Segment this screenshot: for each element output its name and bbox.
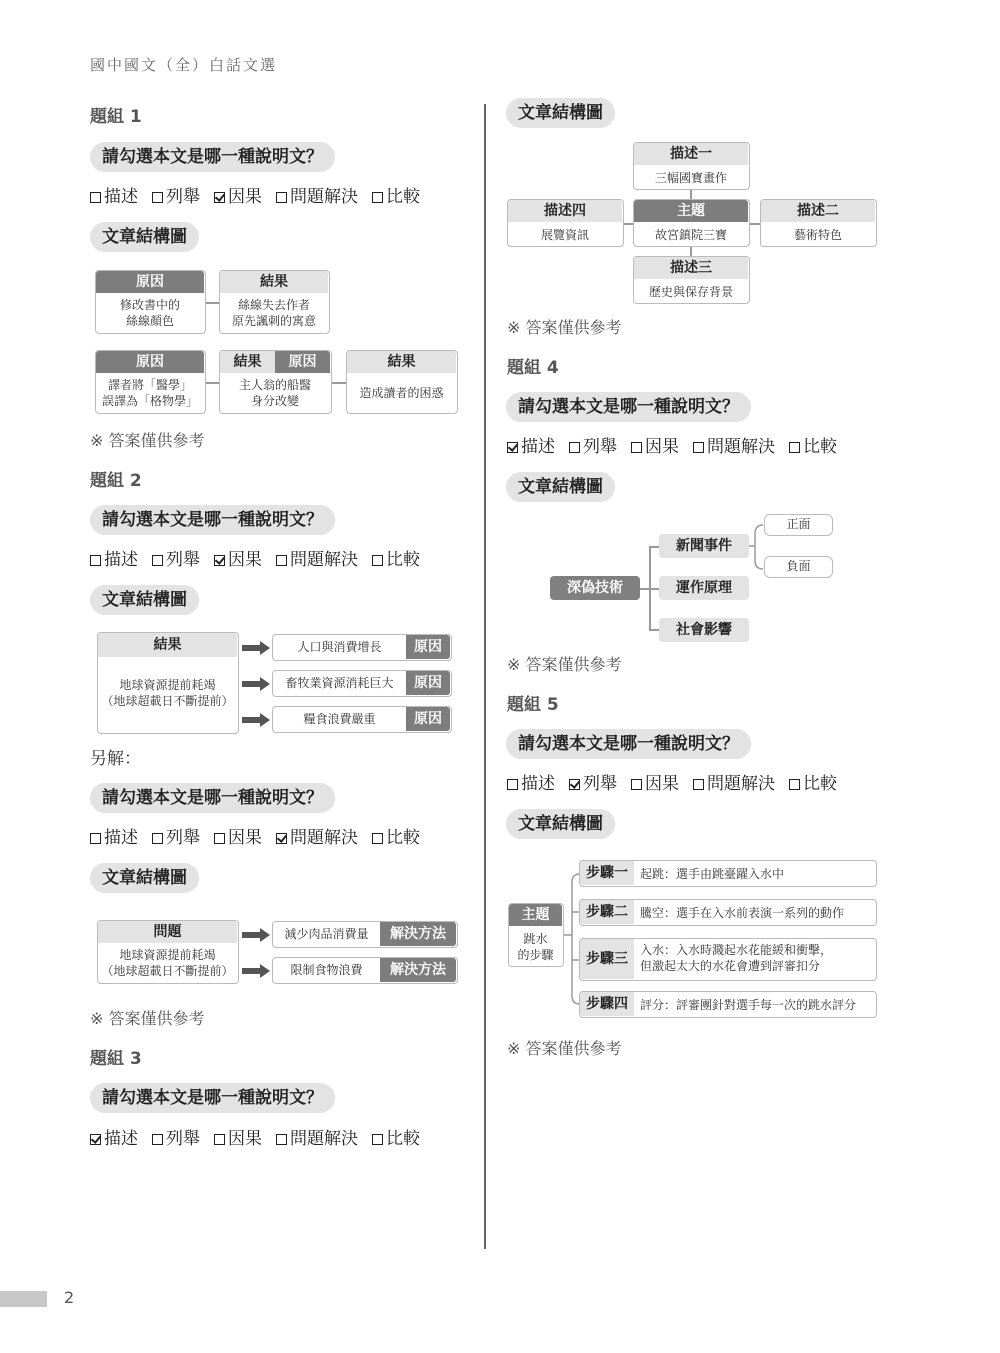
option-4 [693,774,775,794]
leaf-node: 負面 [764,556,833,578]
option-label: 描述 [104,828,138,848]
checked-box-icon [214,192,225,203]
option-label: 因果 [228,828,262,848]
option-1 [90,550,138,570]
step-label: 步驟二 [580,900,634,924]
description-label: 描述二 [761,200,875,222]
description-text: 藝術特色 [793,228,842,242]
checkbox-icon [789,442,800,453]
row-label: 原因 [406,671,450,695]
group-2-title: 題組 2 [90,471,142,491]
description-label: 描述三 [634,257,748,279]
option-label: 比較 [386,187,420,207]
group-5-title: 題組 5 [507,695,559,715]
description-top-box [633,142,750,190]
option-label: 問題解決 [290,187,358,207]
step-text: 評分：評審團針對選手每一次的跳水評分 [640,998,857,1012]
row-label: 原因 [406,707,450,731]
option-3 [631,774,679,794]
row-text: 人口與消費增長 [297,640,382,654]
branch-node: 新聞事件 [659,534,749,558]
step-label: 步驟四 [580,992,634,1016]
connector [624,223,633,225]
option-3 [214,187,262,207]
result-text: 造成讀者的困惑 [359,386,444,400]
option-label: 列舉 [166,550,200,570]
option-2 [152,187,200,207]
result-cause-box [219,350,332,414]
checkbox-icon [631,442,642,453]
problem-box [97,920,239,984]
option-label: 因果 [645,437,679,457]
type-options [90,182,434,207]
answer-note: ※ 答案僅供參考 [507,1039,622,1058]
description-left-box [507,199,624,247]
row-label: 解決方法 [380,958,456,982]
connector [206,302,219,304]
option-4 [276,1129,358,1149]
option-label: 比較 [386,1129,420,1149]
topic-label: 主題 [634,200,748,222]
option-label: 比較 [803,437,837,457]
connector [690,247,692,256]
option-2 [152,550,200,570]
option-label: 問題解決 [707,774,775,794]
step-box [579,938,877,981]
checkbox-icon [372,555,383,566]
checkbox-icon [372,192,383,203]
option-label: 因果 [228,1129,262,1149]
type-options [90,1124,434,1149]
option-1 [90,187,138,207]
row-text: 減少肉品消費量 [284,927,369,941]
footer-bar [0,1291,47,1307]
branch-node: 社會影響 [659,618,749,642]
result-box [219,270,330,334]
result-label: 結果 [220,271,328,293]
theme-label: 主題 [509,904,562,926]
question-pill: 請勾選本文是哪一種說明文？ [90,783,335,813]
structure-pill: 文章結構圖 [506,809,615,839]
description-text: 歷史與保存背景 [648,285,733,299]
answer-note: ※ 答案僅供參考 [90,431,205,450]
checkbox-icon [276,192,287,203]
connector [690,190,692,199]
problem-text: 地球資源提前耗竭 （地球超載日不斷提前） [101,948,234,978]
checkbox-icon [693,442,704,453]
cause-label: 原因 [275,351,330,373]
root-node: 深偽技術 [550,576,640,600]
checkbox-icon [90,192,101,203]
checkbox-icon [152,833,163,844]
label-row-box [272,670,452,697]
checkbox-icon [569,442,580,453]
description-label: 描述一 [634,143,748,165]
answer-note: ※ 答案僅供參考 [507,318,622,337]
option-5 [789,437,837,457]
option-label: 問題解決 [707,437,775,457]
checkbox-icon [152,555,163,566]
option-label: 比較 [803,774,837,794]
option-label: 描述 [104,550,138,570]
step-box [579,860,877,887]
result-label: 結果 [98,633,237,657]
row-text: 畜牧業資源消耗巨大 [285,676,394,690]
option-label: 列舉 [166,828,200,848]
cause-text: 譯者將「醫學」 誤譯為「格物學」 [101,378,198,408]
option-4 [276,187,358,207]
step-box [579,899,877,926]
group-3-title: 題組 3 [90,1049,142,1069]
question-pill: 請勾選本文是哪一種說明文？ [506,392,751,422]
topic-text: 故宮鎮院三寶 [654,228,727,242]
connector [750,223,760,225]
step-text: 入水：入水時濺起水花能緩和衝擊， 但激起太大的水花會遭到評審扣分 [640,943,833,973]
result-label: 結果 [220,351,275,373]
problem-label: 問題 [98,921,237,943]
type-options [90,823,434,848]
option-4 [693,437,775,457]
cause-label: 原因 [96,351,204,373]
group-4-title: 題組 4 [507,358,559,378]
option-label: 比較 [386,550,420,570]
group-1-title: 題組 1 [90,107,142,127]
result-label: 結果 [347,351,456,373]
option-3 [214,550,262,570]
option-label: 列舉 [583,437,617,457]
cause-label: 原因 [96,271,204,293]
question-pill: 請勾選本文是哪一種說明文？ [506,729,751,759]
option-label: 問題解決 [290,828,358,848]
checkbox-icon [507,779,518,790]
option-1 [90,1129,138,1149]
right-arrow-icon [242,713,270,727]
option-5 [372,550,420,570]
column-divider [484,104,486,1249]
description-text: 展覽資訊 [540,228,589,242]
result-text: 絲線失去作者 原先諷刺的寓意 [231,298,316,328]
checkbox-icon [631,779,642,790]
option-5 [372,1129,420,1149]
result-box [346,350,458,414]
type-options [507,432,851,457]
option-label: 因果 [228,187,262,207]
option-label: 描述 [521,774,555,794]
checkbox-icon [276,555,287,566]
option-label: 問題解決 [290,550,358,570]
option-label: 比較 [386,828,420,848]
checkbox-icon [693,779,704,790]
option-4 [276,828,358,848]
answer-note: ※ 答案僅供參考 [90,1009,205,1028]
step-label: 步驟一 [580,861,634,885]
checkbox-icon [214,833,225,844]
checked-box-icon [507,442,518,453]
connector [649,629,659,631]
structure-pill: 文章結構圖 [506,98,615,128]
option-label: 描述 [104,1129,138,1149]
option-5 [789,774,837,794]
option-label: 因果 [645,774,679,794]
mid-text: 主人翁的船醫 身分改變 [238,378,311,408]
answer-note: ※ 答案僅供參考 [507,655,622,674]
right-arrow-icon [242,964,270,978]
checkbox-icon [90,555,101,566]
step-text: 騰空：選手在入水前表演一系列的動作 [640,906,845,920]
step-box [579,991,877,1018]
option-label: 列舉 [166,187,200,207]
row-text: 限制食物浪費 [290,963,363,977]
checkbox-icon [789,779,800,790]
label-row-box [272,921,458,948]
option-4 [276,550,358,570]
option-label: 列舉 [166,1129,200,1149]
checkbox-icon [90,833,101,844]
checkbox-icon [214,1134,225,1145]
option-label: 因果 [228,550,262,570]
option-2 [569,437,617,457]
theme-text: 跳水 的步驟 [517,932,554,962]
label-row-box [272,634,452,661]
option-label: 描述 [104,187,138,207]
description-label: 描述四 [508,200,622,222]
checked-box-icon [214,555,225,566]
option-1 [507,774,555,794]
option-3 [631,437,679,457]
label-row-box [272,706,452,733]
result-box [97,632,239,734]
connector [332,382,346,384]
row-label: 原因 [406,635,450,659]
row-label: 解決方法 [380,922,456,946]
question-pill: 請勾選本文是哪一種說明文？ [90,505,335,535]
step-text: 起跳：選手由跳臺躍入水中 [640,867,785,881]
structure-pill: 文章結構圖 [90,863,199,893]
checked-box-icon [569,779,580,790]
option-label: 問題解決 [290,1129,358,1149]
question-pill: 請勾選本文是哪一種說明文？ [90,142,335,172]
checkbox-icon [152,192,163,203]
connector [649,588,659,590]
question-pill: 請勾選本文是哪一種說明文？ [90,1083,335,1113]
structure-pill: 文章結構圖 [90,585,199,615]
description-right-box [760,199,877,247]
type-options [90,545,434,570]
option-1 [90,828,138,848]
option-5 [372,187,420,207]
structure-pill: 文章結構圖 [90,222,199,252]
option-5 [372,828,420,848]
running-header: 國中國文（全）白話文選 [90,56,278,74]
cause-box [95,270,206,334]
step-label: 步驟三 [580,939,634,979]
description-bottom-box [633,256,750,304]
result-text: 地球資源提前耗竭 （地球超載日不斷提前） [101,678,234,708]
right-arrow-icon [242,677,270,691]
type-options [507,769,851,794]
description-text: 三幅國寶畫作 [654,171,727,185]
label-row-box [272,957,458,984]
theme-box [508,903,564,967]
structure-pill: 文章結構圖 [506,472,615,502]
row-text: 糧食浪費嚴重 [303,712,376,726]
option-label: 描述 [521,437,555,457]
right-arrow-icon [242,928,270,942]
connector [649,546,659,548]
option-2 [569,774,617,794]
cause-box [95,350,206,414]
connector [206,382,219,384]
checkbox-icon [372,1134,383,1145]
right-arrow-icon [242,641,270,655]
connector [640,588,649,590]
cause-text: 修改書中的 絲線顏色 [119,298,180,328]
option-label: 列舉 [583,774,617,794]
page-number: 2 [64,1288,75,1307]
option-3 [214,1129,262,1149]
option-2 [152,1129,200,1149]
option-2 [152,828,200,848]
checkbox-icon [276,1134,287,1145]
alt-solution-label: 另解： [90,749,141,769]
branch-node: 運作原理 [659,576,749,600]
leaf-node: 正面 [764,514,833,536]
option-1 [507,437,555,457]
checked-box-icon [276,833,287,844]
option-3 [214,828,262,848]
checkbox-icon [152,1134,163,1145]
checkbox-icon [372,833,383,844]
topic-box [633,199,750,247]
checked-box-icon [90,1134,101,1145]
